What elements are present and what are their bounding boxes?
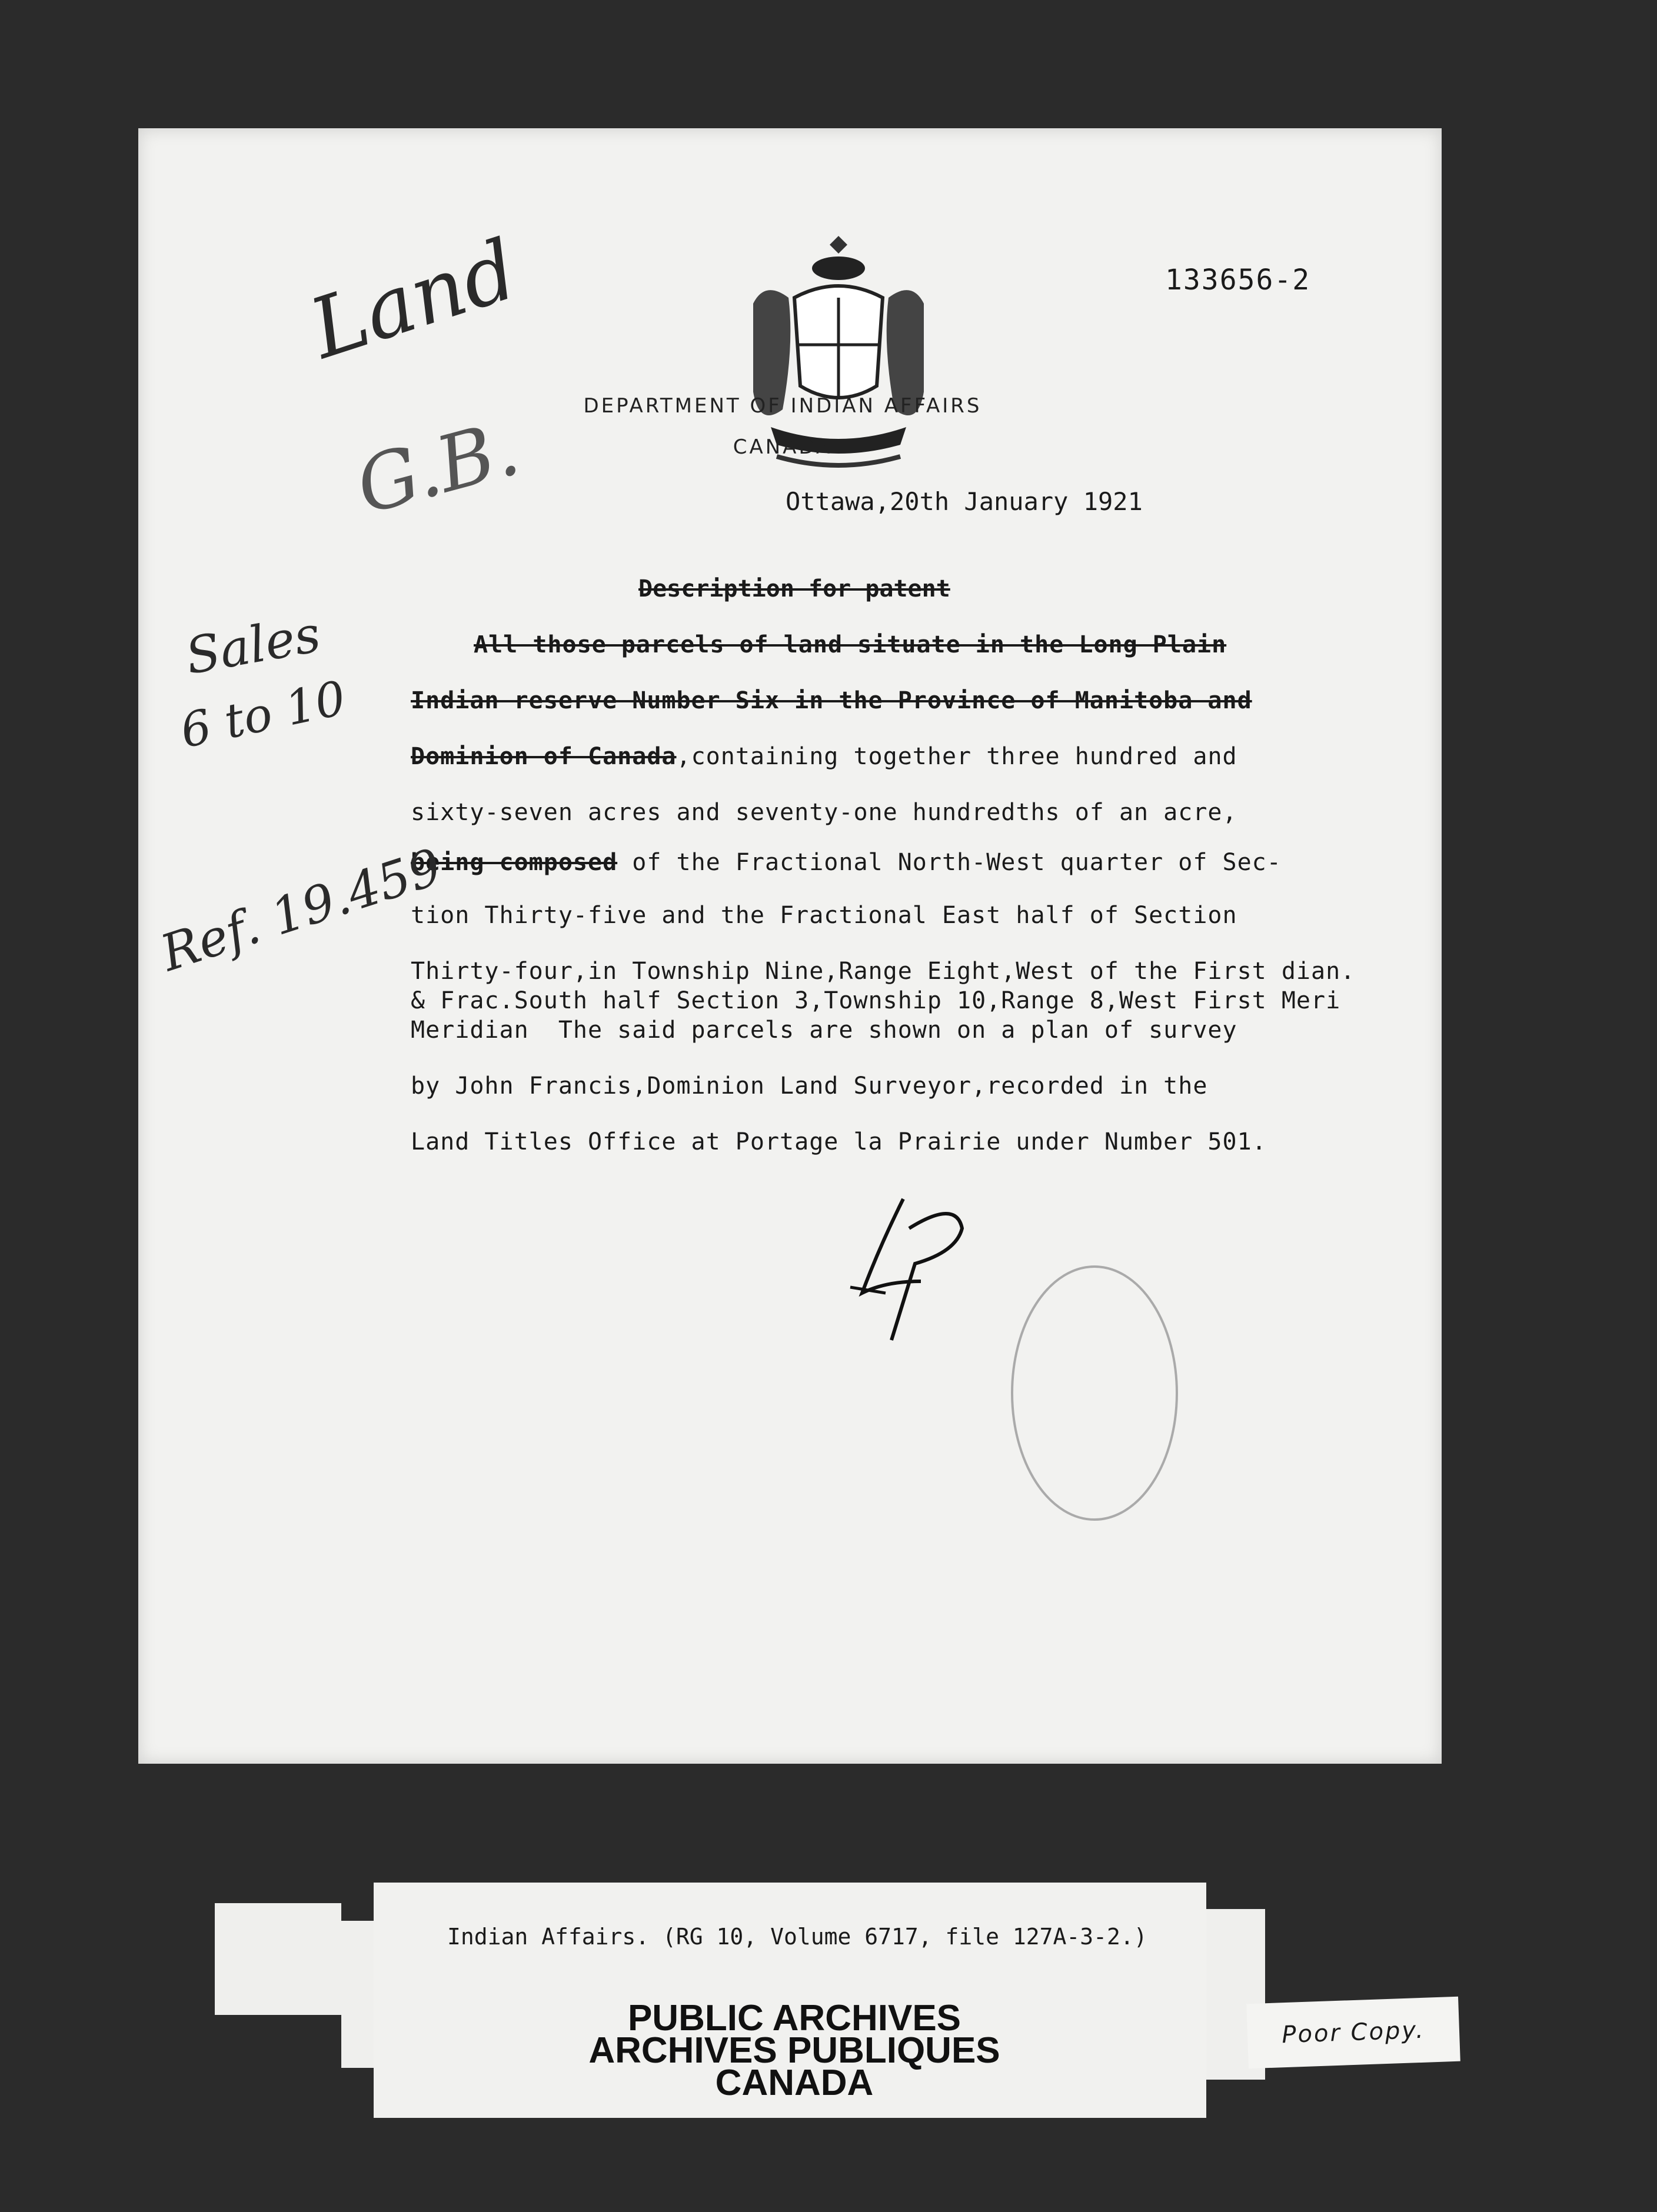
handwritten-sales: Sales (181, 605, 325, 687)
handwritten-reference: Ref. 19.459 (154, 838, 449, 983)
archives-name-french: ARCHIVES PUBLIQUES (588, 2030, 1000, 2071)
body-line: tion Thirty-five and the Fractional East half of Section (411, 902, 1237, 929)
body-line: Indian reserve Number Six in the Province of Manitoba and (411, 687, 1252, 714)
body-line: Dominion of Canada,containing together three hundred and (411, 743, 1237, 770)
stamp-icon (1003, 1258, 1186, 1528)
document-number: 133656-2 (1165, 264, 1311, 297)
body-line: being composed of the Fractional North-West quarter of Sec- (411, 849, 1282, 876)
handwritten-land-note: Land (299, 221, 528, 378)
archives-name-english: PUBLIC ARCHIVES (627, 1998, 961, 2038)
dateline: Ottawa,20th January 1921 (786, 487, 1143, 516)
archive-reference: Indian Affairs. (RG 10, Volume 6717, file 127A-3-2.) (447, 1924, 1147, 1950)
document-page (138, 128, 1442, 1764)
body-line: by John Francis,Dominion Land Surveyor,recorded in the (411, 1072, 1208, 1100)
body-line: Land Titles Office at Portage la Prairie under Number 501. (411, 1128, 1267, 1155)
poor-copy-note: Poor Copy. (1246, 1997, 1460, 2068)
archives-country: CANADA (715, 2063, 874, 2103)
department-name: DEPARTMENT OF INDIAN AFFAIRS (583, 394, 982, 418)
department-country: CANADA (733, 435, 833, 459)
body-line: Meridian The said parcels are shown on a plan of survey (411, 1017, 1237, 1044)
heading: Description for patent (638, 575, 950, 602)
body-line: & Frac.South half Section 3,Township 10,Range 8,West First Meri (411, 987, 1341, 1014)
signature-initials (839, 1193, 986, 1346)
handwritten-sales-range: 6 to 10 (175, 670, 351, 759)
label-tab-left-lower (341, 1921, 377, 2068)
handwritten-initials: G.B. (347, 402, 528, 532)
label-tab-left (215, 1903, 341, 2015)
body-line: Thirty-four,in Township Nine,Range Eight,West of the First dian. (411, 958, 1356, 985)
body-line: sixty-seven acres and seventy-one hundredths of an acre, (411, 799, 1237, 826)
body-line: All those parcels of land situate in the Long Plain (474, 631, 1227, 658)
